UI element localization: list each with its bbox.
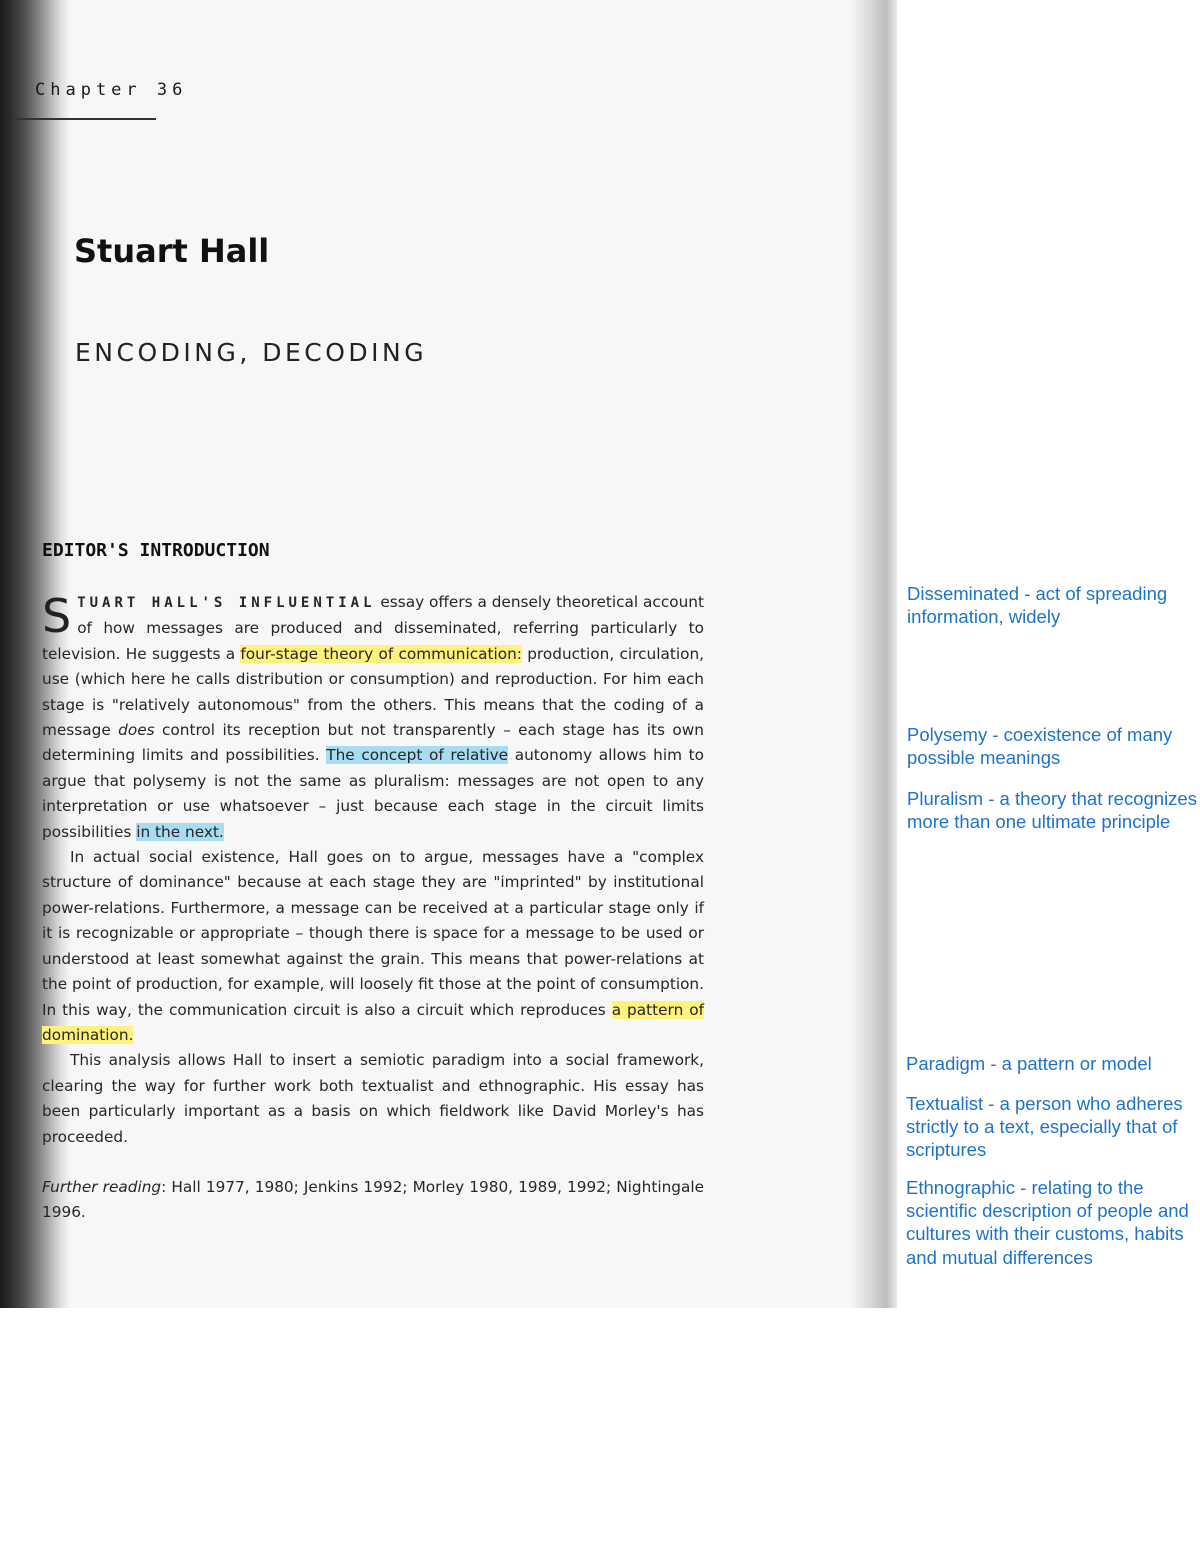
paragraph-1: [42, 590, 704, 845]
annotation-paradigm: [906, 1052, 1196, 1075]
lead-in-caps: TUART HALL'S INFLUENTIAL: [77, 595, 376, 611]
annotation-definition: - a pattern or model: [985, 1053, 1152, 1074]
text-run: autonomy allows him to argue that polysemy is not the same as pluralism: messages are not open to any interpretation or use whatsoever – just because each stage in the circuit limits possibilities: [42, 746, 704, 841]
highlight-blue: in the next.: [136, 822, 224, 841]
drop-cap: S: [42, 589, 72, 643]
highlight-yellow: a pattern of domination.: [42, 1000, 704, 1044]
text-run: In actual social existence, Hall goes on to argue, messages have a "complex structure of dominance" because at each stage they are "imprinted" by institutional power-relations. Furthermore, a message can be received at a particular stage only if it is recognizable or appropriate – though there is space for a message to be used or understood at least somewhat against the grain. This means that power-relations at the point of production, for example, will loosely fit those at the point of consumption. In this way, the communication circuit is also a circuit which reproduces: [42, 848, 704, 1019]
annotation-term: Pluralism: [907, 788, 984, 809]
paragraph-3: [42, 1048, 704, 1150]
annotation-pluralism: [907, 787, 1197, 833]
section-heading: EDITOR'S INTRODUCTION: [42, 540, 270, 561]
further-reading-text: : Hall 1977, 1980; Jenkins 1992; Morley 1980, 1989, 1992; Nightingale 1996.: [42, 1177, 705, 1222]
text-run: control its reception but not transparently – each stage has its own determining limits and possibilities.: [42, 721, 704, 765]
text-run: production, circulation, use (which here he calls distribution or consumption) and reproduction. For him each stage is "relatively autonomous" from the others. This means that the coding of a message: [42, 644, 705, 740]
text-run: essay offers a densely theoretical account of how messages are produced and disseminated, referring particularly to television. He suggests a: [42, 593, 704, 663]
chapter-rule: [12, 118, 156, 120]
annotation-disseminated: [907, 582, 1197, 628]
annotation-definition: - a person who adheres strictly to a text, especially that of scriptures: [906, 1093, 1183, 1161]
chapter-label: Chapter 36: [35, 80, 188, 100]
paragraph-2: [42, 845, 704, 1048]
annotation-term: Polysemy: [907, 724, 988, 745]
text-run: This analysis allows Hall to insert a semiotic paradigm into a social framework, clearing the way for further work both textualist and ethnographic. His essay has been particularly important as a basis on which fieldwork like David Morley's has proceeded.: [42, 1051, 704, 1146]
annotation-ethnographic: [906, 1176, 1196, 1269]
highlight-yellow: four-stage theory of communication:: [240, 644, 522, 663]
annotation-textualist: [906, 1092, 1196, 1162]
further-reading-label: Further reading: [42, 1177, 162, 1196]
further-reading: [42, 1175, 704, 1226]
annotation-definition: - relating to the scientific description of people and cultures with their customs, habits and mutual differences: [906, 1177, 1189, 1268]
annotation-term: Textualist: [906, 1093, 984, 1114]
emphasis: does: [118, 721, 155, 740]
annotation-definition: - coexistence of many possible meanings: [907, 724, 1173, 769]
page-edge-shadow: [850, 0, 897, 1308]
annotation-definition: - a theory that recognizes more than one ultimate principle: [907, 788, 1197, 833]
essay-title: ENCODING, DECODING: [75, 338, 428, 367]
highlight-blue: The concept of relative: [326, 746, 509, 765]
annotation-definition: - act of spreading information, widely: [907, 583, 1168, 628]
body-text: [42, 590, 704, 1226]
author-heading: Stuart Hall: [74, 232, 270, 270]
annotation-polysemy: [907, 723, 1197, 769]
annotation-term: Ethnographic: [906, 1177, 1016, 1198]
annotation-term: Paradigm: [906, 1053, 986, 1074]
annotation-term: Disseminated: [907, 583, 1020, 604]
